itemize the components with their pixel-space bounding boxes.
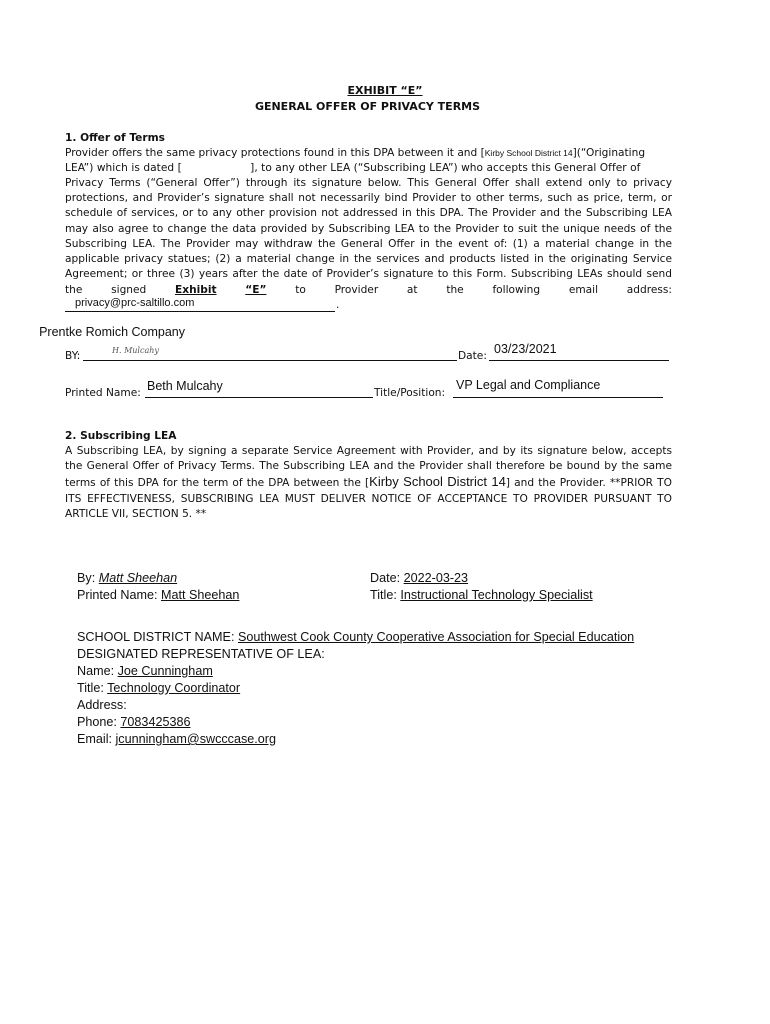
subscriber-title-field[interactable]: Instructional Technology Specialist <box>400 588 593 602</box>
email-underline <box>65 311 335 312</box>
designated-rep-heading: DESIGNATED REPRESENTATIVE OF LEA: <box>77 647 325 661</box>
rep-title-field[interactable]: Technology Coordinator <box>107 681 241 695</box>
signature-line <box>83 360 457 361</box>
originating-lea-field[interactable]: Kirby School District 14 <box>484 148 573 158</box>
by-label: BY: <box>65 350 81 362</box>
subscriber-printed-row: Printed Name: Matt Sheehan <box>77 588 240 602</box>
section2-lea-field[interactable]: Kirby School District 14 <box>369 474 506 490</box>
subscriber-title-row: Title: Instructional Technology Specialist <box>370 588 593 602</box>
address-label: Address: <box>77 698 127 712</box>
subscriber-by-field[interactable]: Matt Sheehan <box>98 571 178 585</box>
subscriber-date-row: Date: 2022-03-23 <box>370 571 469 585</box>
printed-name-line <box>145 397 373 398</box>
rep-name-field[interactable]: Joe Cunningham <box>117 664 213 678</box>
district-name-field[interactable]: Southwest Cook County Cooperative Association for Special Education <box>237 630 635 644</box>
phone-field[interactable]: 7083425386 <box>120 715 191 729</box>
date-label: Date: <box>458 350 487 362</box>
provider-printed-name-field[interactable]: Beth Mulcahy <box>147 379 223 393</box>
title-position-label: Title/Position: <box>374 387 446 399</box>
provider-email-field[interactable]: privacy@prc-saltillo.com <box>75 297 195 309</box>
email-field[interactable]: jcunningham@swcccase.org <box>115 732 276 746</box>
section1-last-line: the signed Exhibit “E” to Provider at the following email address: <box>65 284 672 296</box>
section1-heading: 1. Offer of Terms <box>65 132 165 144</box>
district-row: SCHOOL DISTRICT NAME: Southwest Cook County Cooperative Association for Special Education <box>77 630 635 644</box>
section2-body: A Subscribing LEA, by signing a separate Service Agreement with Provider, and by its signature below, accepts the General Offer of Privacy Terms. The Subscribing LEA and the Provider shall therefore be bound by the same terms of this DPA for the term of the DPA between the [Kirby School District 14] and the Provider. **PRIOR TO ITS EFFECTIVENESS, SUBSCRIBING LEA MUST DELIVER NOTICE OF ACCEPTANCE TO PROVIDER PURSUANT TO ARTICLE VII, SECTION 5. ** <box>65 445 672 520</box>
date-line <box>489 360 669 361</box>
section2-heading: 2. Subscribing LEA <box>65 430 177 442</box>
document-title: GENERAL OFFER OF PRIVACY TERMS <box>254 100 481 113</box>
section1-line1: Provider offers the same privacy protections found in this DPA between it and [Kirby School District 14](“Originating <box>65 147 646 159</box>
email-period: . <box>336 299 340 311</box>
subscriber-date-field[interactable]: 2022-03-23 <box>403 571 469 585</box>
title-position-line <box>453 397 663 398</box>
provider-title-field[interactable]: VP Legal and Compliance <box>456 378 601 392</box>
rep-title-row: Title: Technology Coordinator <box>77 681 241 695</box>
phone-row: Phone: 7083425386 <box>77 715 191 729</box>
section1-line2: LEA”) which is dated [ ], to any other LEA (“Subscribing LEA”) who accepts this General Offer of <box>65 162 641 174</box>
email-row: Email: jcunningham@swcccase.org <box>77 732 276 746</box>
provider-date-field[interactable]: 03/23/2021 <box>494 342 557 356</box>
rep-name-row: Name: Joe Cunningham <box>77 664 213 678</box>
subscriber-by-row: By: Matt Sheehan <box>77 571 178 585</box>
printed-name-label: Printed Name: <box>65 387 141 399</box>
subscriber-printed-field[interactable]: Matt Sheehan <box>161 588 240 602</box>
section1-body: Privacy Terms (“General Offer”) through its signature below. This General Offer shall extend only to privacy protections, and Provider’s signature shall not necessarily bind Provider to other terms, such as price, term, or schedule of services, or to any other provision not addressed in this DPA. The Provider and the Subscribing LEA may also agree to change the data provided by Subscribing LEA to the Provider to suit the unique needs of the Subscribing LEA. The Provider may withdraw the General Offer in the event of: (1) a material change in the applicable privacy statues; (2) a material change in the services and products listed in the originating Service Agreement; or three (3) years after the date of Provider’s signature to this Form. Subscribing LEAs should send <box>65 177 672 281</box>
provider-signature[interactable]: H. Mulcahy <box>112 346 159 355</box>
provider-company-name[interactable]: Prentke Romich Company <box>39 325 185 339</box>
exhibit-title: EXHIBIT “E” <box>347 84 423 97</box>
